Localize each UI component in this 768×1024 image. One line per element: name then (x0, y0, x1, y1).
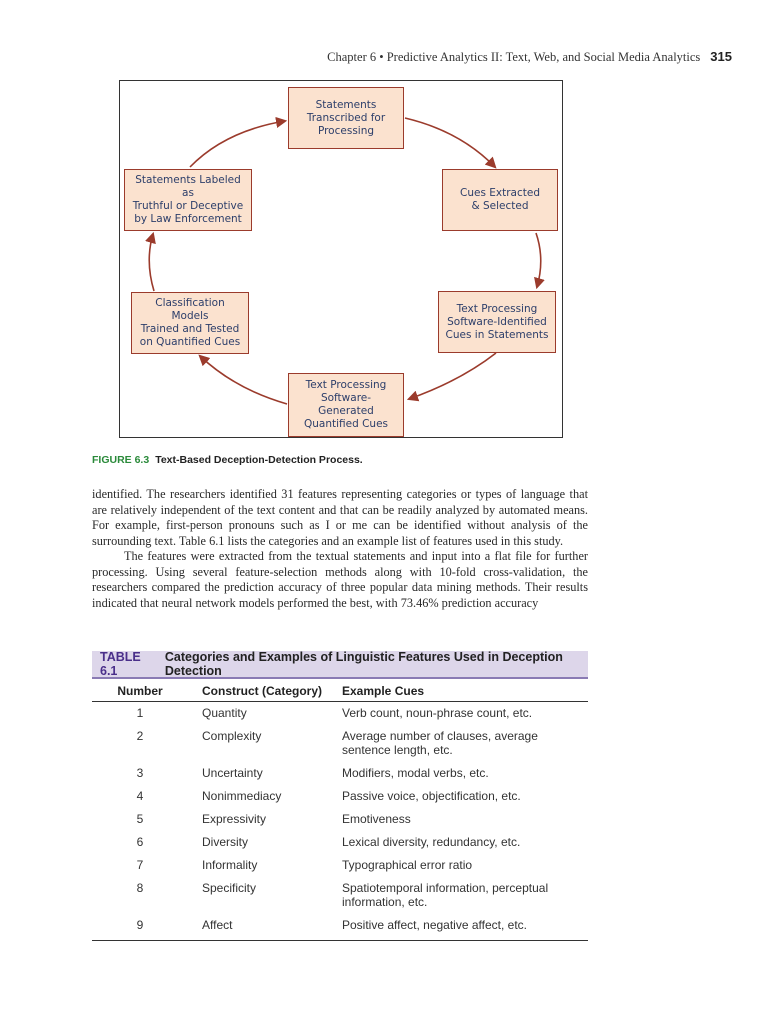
process-diagram (119, 80, 563, 438)
step-software-identified: Text Processing Software-Identified Cues in Statements (438, 291, 556, 353)
table-title-bar (92, 651, 588, 679)
page-number: 315 (710, 49, 732, 64)
cell-construct: Informality (202, 858, 258, 872)
cell-example: Emotiveness (342, 812, 411, 826)
cell-number: 1 (136, 706, 144, 720)
header-construct: Construct (Category) (188, 679, 342, 702)
header-number: Number (92, 679, 188, 702)
table-row (92, 877, 588, 914)
cell-number: 9 (92, 914, 188, 941)
table-row (92, 914, 588, 941)
cell-number: 3 (136, 766, 144, 780)
table-row (92, 725, 588, 762)
arrow-1 (405, 118, 495, 167)
step-classification-models: Classification Models Trained and Tested on Quantified Cues (131, 292, 249, 354)
header-example-cues: Example Cues (342, 679, 588, 702)
cell-number: 6 (136, 835, 144, 849)
paragraph-1: identified. The researchers identified 31 features representing categories or types of language that are relatively independent of the text content and that can be readily analyzed by automated means. For example, first-person pronouns such as I or me can be identified without analysis of the surrounding text. Table 6.1 lists the categories and an example list of features used in this study. (92, 487, 588, 548)
step-software-generated: Text Processing Software-Generated Quantified Cues (288, 373, 404, 437)
table-row (92, 854, 588, 877)
paragraph-2: The features were extracted from the textual statements and input into a flat file for further processing. Using several feature-selection methods along with 10-fold cross-validation, the researchers compared the prediction accuracy of three popular data mining methods. Their results indicated that neural network models performed the best, with 73.46% prediction accuracy (92, 549, 588, 610)
table-title: Categories and Examples of Linguistic Features Used in Deception Detection (164, 650, 563, 678)
cell-construct: Specificity (202, 881, 257, 895)
body-text (92, 487, 588, 611)
cell-construct: Expressivity (202, 812, 267, 826)
table-header-row (92, 679, 588, 702)
cell-example: Verb count, noun-phrase count, etc. (342, 706, 533, 720)
table-row (92, 785, 588, 808)
arrow-3 (409, 353, 496, 399)
table-6-1 (92, 651, 588, 941)
arrow-5 (149, 234, 154, 291)
running-title: Chapter 6 • Predictive Analytics II: Text, Web, and Social Media Analytics (327, 50, 701, 64)
figure-label: FIGURE 6.3 (92, 454, 150, 466)
table-row (92, 702, 588, 726)
running-header (327, 49, 732, 65)
cell-number: 7 (136, 858, 144, 872)
cell-construct: Diversity (202, 835, 249, 849)
arrow-4 (200, 356, 287, 404)
table-label: TABLE 6.1 (100, 650, 141, 678)
cell-number: 8 (136, 881, 144, 895)
cell-number: 5 (136, 812, 144, 826)
arrow-2 (536, 233, 541, 287)
cell-construct: Affect (188, 914, 342, 941)
cell-example: Average number of clauses, average sentence length, etc. (342, 729, 538, 757)
table-row (92, 831, 588, 854)
cell-example: Passive voice, objectification, etc. (342, 789, 521, 803)
table-row (92, 808, 588, 831)
figure-caption-text: Text-Based Deception-Detection Process. (155, 454, 363, 466)
step-statements-labeled: Statements Labeled as Truthful or Deceptive by Law Enforcement (124, 169, 252, 231)
cell-construct: Uncertainty (202, 766, 263, 780)
cell-construct: Complexity (202, 729, 262, 743)
figure-caption (92, 454, 363, 466)
cell-construct: Quantity (202, 706, 247, 720)
cell-example: Spatiotemporal information, perceptual information, etc. (342, 881, 549, 909)
features-table (92, 679, 588, 941)
step-cues-extracted: Cues Extracted & Selected (442, 169, 558, 231)
cell-example: Positive affect, negative affect, etc. (342, 914, 588, 941)
cell-construct: Nonimmediacy (202, 789, 282, 803)
arrow-6 (190, 121, 285, 167)
cell-example: Typographical error ratio (342, 858, 473, 872)
cell-example: Modifiers, modal verbs, etc. (342, 766, 489, 780)
table-row (92, 762, 588, 785)
cell-number: 4 (136, 789, 144, 803)
cell-example: Lexical diversity, redundancy, etc. (342, 835, 521, 849)
step-transcribed: Statements Transcribed for Processing (288, 87, 404, 149)
cell-number: 2 (136, 729, 144, 743)
